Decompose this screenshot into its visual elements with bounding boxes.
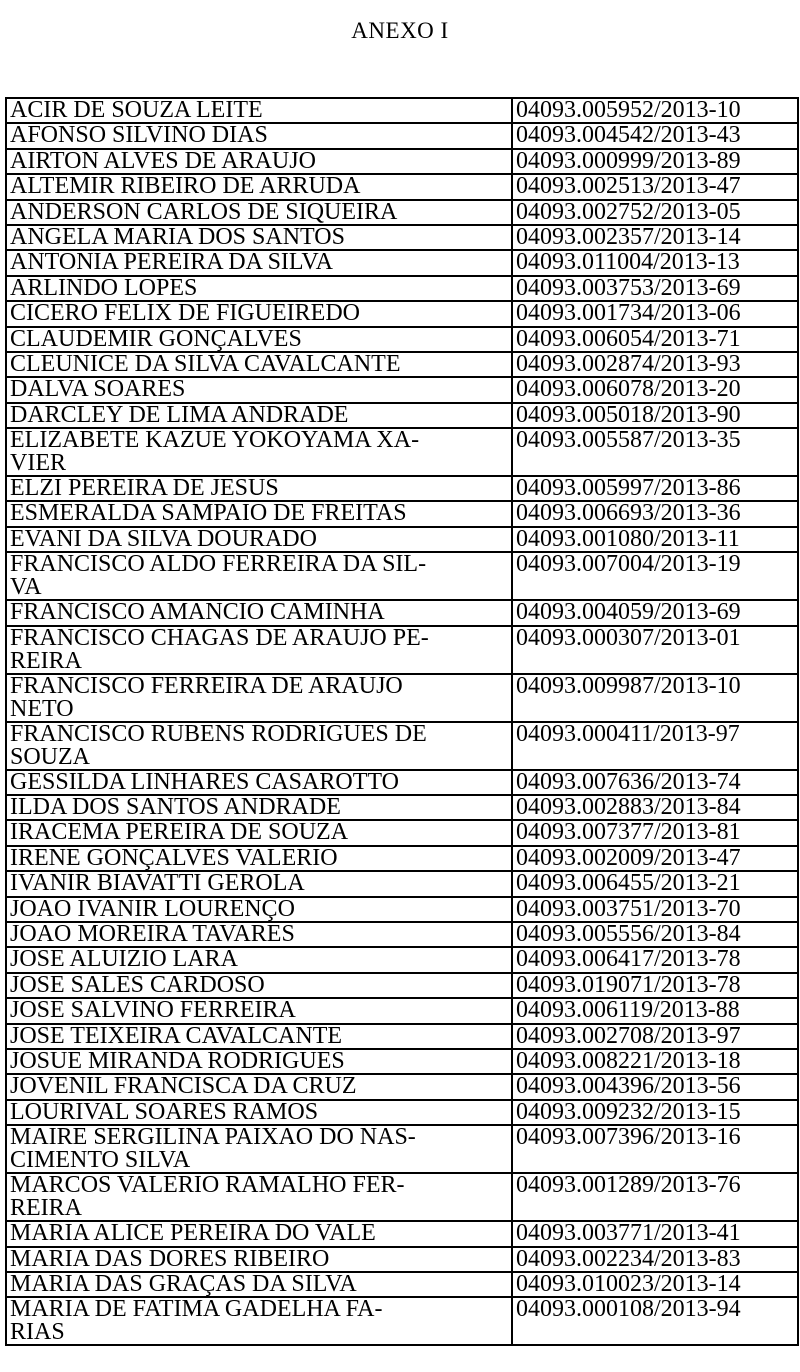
process-number-cell: 04093.001080/2013-11 (512, 527, 798, 552)
process-number-cell: 04093.005587/2013-35 (512, 428, 798, 476)
process-number-cell: 04093.007636/2013-74 (512, 770, 798, 795)
process-number-cell: 04093.011004/2013-13 (512, 250, 798, 275)
roster-body (6, 98, 798, 1345)
process-number-cell: 04093.002883/2013-84 (512, 795, 798, 820)
process-number-cell: 04093.006417/2013-78 (512, 947, 798, 972)
process-number-cell: 04093.002009/2013-47 (512, 846, 798, 871)
person-name-cell: AIRTON ALVES DE ARAUJO (6, 149, 512, 174)
person-name-cell: CLAUDEMIR GONÇALVES (6, 327, 512, 352)
person-name-cell: MAIRE SERGILINA PAIXAO DO NAS- CIMENTO SILVA (6, 1125, 512, 1173)
process-number-cell: 04093.005952/2013-10 (512, 98, 798, 123)
table-row (6, 501, 798, 526)
person-name-cell: ELIZABETE KAZUE YOKOYAMA XA- VIER (6, 428, 512, 476)
table-row (6, 1049, 798, 1074)
process-number-cell: 04093.009987/2013-10 (512, 674, 798, 722)
table-row (6, 352, 798, 377)
person-name-cell: ACIR DE SOUZA LEITE (6, 98, 512, 123)
table-row (6, 476, 798, 501)
table-row (6, 600, 798, 625)
process-number-cell: 04093.002708/2013-97 (512, 1024, 798, 1049)
table-row (6, 795, 798, 820)
table-row (6, 552, 798, 600)
person-name-cell: EVANI DA SILVA DOURADO (6, 527, 512, 552)
process-number-cell: 04093.019071/2013-78 (512, 973, 798, 998)
person-name-cell: FRANCISCO CHAGAS DE ARAUJO PE- REIRA (6, 626, 512, 674)
table-row (6, 1297, 798, 1345)
person-name-cell: IVANIR BIAVATTI GEROLA (6, 871, 512, 896)
process-number-cell: 04093.007004/2013-19 (512, 552, 798, 600)
person-name-cell: DALVA SOARES (6, 377, 512, 402)
process-number-cell: 04093.008221/2013-18 (512, 1049, 798, 1074)
process-number-cell: 04093.002874/2013-93 (512, 352, 798, 377)
process-number-cell: 04093.009232/2013-15 (512, 1100, 798, 1125)
table-row (6, 1221, 798, 1246)
table-row (6, 1024, 798, 1049)
person-name-cell: ARLINDO LOPES (6, 276, 512, 301)
table-row (6, 626, 798, 674)
person-name-cell: AFONSO SILVINO DIAS (6, 123, 512, 148)
table-row (6, 846, 798, 871)
person-name-cell: FRANCISCO FERREIRA DE ARAUJO NETO (6, 674, 512, 722)
person-name-cell: DARCLEY DE LIMA ANDRADE (6, 403, 512, 428)
process-number-cell: 04093.002234/2013-83 (512, 1247, 798, 1272)
person-name-cell: JOAO IVANIR LOURENÇO (6, 897, 512, 922)
process-number-cell: 04093.007377/2013-81 (512, 820, 798, 845)
table-row (6, 922, 798, 947)
table-row (6, 428, 798, 476)
process-number-cell: 04093.004396/2013-56 (512, 1074, 798, 1099)
process-number-cell: 04093.000411/2013-97 (512, 722, 798, 770)
person-name-cell: MARIA ALICE PEREIRA DO VALE (6, 1221, 512, 1246)
table-row (6, 998, 798, 1023)
process-number-cell: 04093.003771/2013-41 (512, 1221, 798, 1246)
process-number-cell: 04093.000108/2013-94 (512, 1297, 798, 1345)
person-name-cell: ILDA DOS SANTOS ANDRADE (6, 795, 512, 820)
process-number-cell: 04093.005997/2013-86 (512, 476, 798, 501)
process-number-cell: 04093.003753/2013-69 (512, 276, 798, 301)
process-number-cell: 04093.010023/2013-14 (512, 1272, 798, 1297)
table-row (6, 1247, 798, 1272)
process-number-cell: 04093.003751/2013-70 (512, 897, 798, 922)
process-number-cell: 04093.000307/2013-01 (512, 626, 798, 674)
table-row (6, 225, 798, 250)
table-row (6, 276, 798, 301)
table-row (6, 403, 798, 428)
roster-table (5, 97, 799, 1346)
person-name-cell: ALTEMIR RIBEIRO DE ARRUDA (6, 174, 512, 199)
table-row (6, 123, 798, 148)
table-row (6, 871, 798, 896)
process-number-cell: 04093.004542/2013-43 (512, 123, 798, 148)
table-row (6, 98, 798, 123)
person-name-cell: LOURIVAL SOARES RAMOS (6, 1100, 512, 1125)
person-name-cell: FRANCISCO AMANCIO CAMINHA (6, 600, 512, 625)
person-name-cell: ELZI PEREIRA DE JESUS (6, 476, 512, 501)
process-number-cell: 04093.005556/2013-84 (512, 922, 798, 947)
person-name-cell: JOVENIL FRANCISCA DA CRUZ (6, 1074, 512, 1099)
process-number-cell: 04093.001734/2013-06 (512, 301, 798, 326)
person-name-cell: FRANCISCO ALDO FERREIRA DA SIL- VA (6, 552, 512, 600)
table-row (6, 722, 798, 770)
process-number-cell: 04093.002513/2013-47 (512, 174, 798, 199)
process-number-cell: 04093.002752/2013-05 (512, 200, 798, 225)
process-number-cell: 04093.006054/2013-71 (512, 327, 798, 352)
table-row (6, 1125, 798, 1173)
person-name-cell: JOSE TEIXEIRA CAVALCANTE (6, 1024, 512, 1049)
person-name-cell: MARIA DE FATIMA GADELHA FA- RIAS (6, 1297, 512, 1345)
process-number-cell: 04093.006078/2013-20 (512, 377, 798, 402)
table-row (6, 1100, 798, 1125)
person-name-cell: JOAO MOREIRA TAVARES (6, 922, 512, 947)
table-row (6, 377, 798, 402)
table-row (6, 301, 798, 326)
table-row (6, 897, 798, 922)
person-name-cell: ANDERSON CARLOS DE SIQUEIRA (6, 200, 512, 225)
process-number-cell: 04093.004059/2013-69 (512, 600, 798, 625)
process-number-cell: 04093.000999/2013-89 (512, 149, 798, 174)
person-name-cell: MARIA DAS DORES RIBEIRO (6, 1247, 512, 1272)
person-name-cell: JOSE ALUIZIO LARA (6, 947, 512, 972)
person-name-cell: JOSE SALES CARDOSO (6, 973, 512, 998)
person-name-cell: GESSILDA LINHARES CASAROTTO (6, 770, 512, 795)
table-row (6, 174, 798, 199)
table-row (6, 149, 798, 174)
table-row (6, 674, 798, 722)
person-name-cell: CLEUNICE DA SILVA CAVALCANTE (6, 352, 512, 377)
person-name-cell: CICERO FELIX DE FIGUEIREDO (6, 301, 512, 326)
table-row (6, 770, 798, 795)
table-row (6, 527, 798, 552)
process-number-cell: 04093.007396/2013-16 (512, 1125, 798, 1173)
table-row (6, 1074, 798, 1099)
page-title: ANEXO I (351, 18, 449, 43)
person-name-cell: ANGELA MARIA DOS SANTOS (6, 225, 512, 250)
table-row (6, 973, 798, 998)
person-name-cell: IRACEMA PEREIRA DE SOUZA (6, 820, 512, 845)
person-name-cell: MARCOS VALERIO RAMALHO FER- REIRA (6, 1173, 512, 1221)
table-row (6, 327, 798, 352)
person-name-cell: ESMERALDA SAMPAIO DE FREITAS (6, 501, 512, 526)
table-row (6, 1173, 798, 1221)
person-name-cell: IRENE GONÇALVES VALERIO (6, 846, 512, 871)
person-name-cell: MARIA DAS GRAÇAS DA SILVA (6, 1272, 512, 1297)
process-number-cell: 04093.002357/2013-14 (512, 225, 798, 250)
process-number-cell: 04093.006693/2013-36 (512, 501, 798, 526)
table-row (6, 200, 798, 225)
process-number-cell: 04093.001289/2013-76 (512, 1173, 798, 1221)
table-row (6, 820, 798, 845)
person-name-cell: FRANCISCO RUBENS RODRIGUES DE SOUZA (6, 722, 512, 770)
person-name-cell: JOSE SALVINO FERREIRA (6, 998, 512, 1023)
person-name-cell: JOSUE MIRANDA RODRIGUES (6, 1049, 512, 1074)
table-row (6, 250, 798, 275)
process-number-cell: 04093.006455/2013-21 (512, 871, 798, 896)
table-row (6, 1272, 798, 1297)
table-row (6, 947, 798, 972)
process-number-cell: 04093.006119/2013-88 (512, 998, 798, 1023)
person-name-cell: ANTONIA PEREIRA DA SILVA (6, 250, 512, 275)
process-number-cell: 04093.005018/2013-90 (512, 403, 798, 428)
